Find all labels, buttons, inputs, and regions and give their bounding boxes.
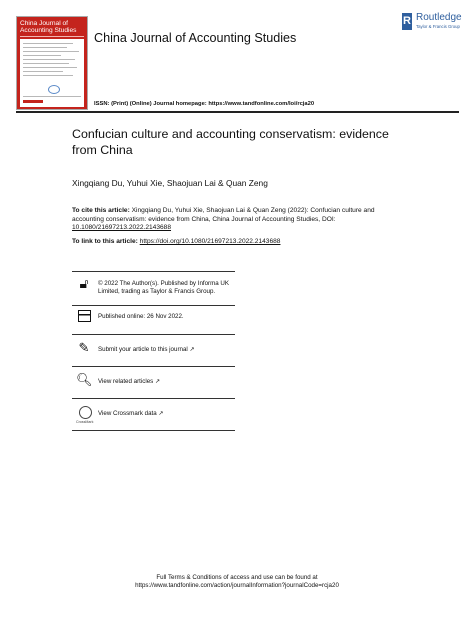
routledge-logo-icon: R [402, 13, 412, 30]
publisher-name: Routledge [416, 12, 462, 23]
related-articles-link[interactable] [98, 378, 238, 386]
issn-homepage-line[interactable]: ISSN: (Print) (Online) Journal homepage: https://www.tandfonline.com/loi/rcja20 [94, 101, 315, 107]
divider [72, 271, 235, 272]
journal-cover-image [16, 16, 88, 110]
article-title: Confucian culture and accounting conservatism: evidence from China [72, 127, 389, 157]
cover-line [23, 47, 67, 48]
calendar-icon [78, 310, 91, 322]
citation-text: Xingqiang Du, Yuhui Xie, Shaojuan Lai & Quan Zeng (2022): Confucian culture and accounting conservatism: evidence from China, China Journal of Accounting Studies, DOI: [72, 207, 375, 223]
external-link-icon: ↗ [189, 346, 195, 353]
article-link-line [72, 238, 280, 245]
divider [72, 430, 235, 431]
article-doi-link[interactable]: https://doi.org/10.1080/21697213.2022.2143688 [139, 238, 281, 245]
related-search-icon: 🔍︎ [76, 372, 93, 387]
cover-publisher-logo [23, 100, 43, 103]
citation-doi-link[interactable]: 10.1080/21697213.2022.2143688 [72, 224, 172, 232]
article-authors: Xingqiang Du, Yuhui Xie, Shaojuan Lai & Quan Zeng [72, 178, 268, 188]
cover-line [23, 96, 81, 97]
divider [72, 366, 235, 367]
external-link-icon: ↗ [158, 410, 164, 417]
publisher-subtitle: Taylor & Francis Group [416, 24, 460, 29]
divider [72, 398, 235, 399]
footer-terms-link[interactable]: https://www.tandfonline.com/action/journalInformation?journalCode=rcja20 [135, 582, 339, 589]
edit-icon: ✎ [78, 340, 90, 355]
footer-terms: Full Terms & Conditions of access and use can be found at [156, 574, 318, 581]
cover-line [23, 43, 73, 44]
header-divider [16, 111, 459, 113]
cover-line [23, 63, 69, 64]
crossmark-badge-label: CrossMark [76, 420, 94, 424]
copyright-text: © 2022 The Author(s). Published by Informa UK Limited, trading as Taylor & Francis Group. [98, 280, 230, 295]
cover-stripe [20, 36, 84, 37]
cover-body [20, 39, 84, 107]
published-date: Published online: 26 Nov 2022. [98, 313, 184, 320]
cover-title: China Journal of Accounting Studies [20, 20, 77, 35]
submit-article-label[interactable]: Submit your article to this journal [98, 346, 188, 353]
cover-line [23, 71, 63, 72]
cover-line [23, 75, 73, 76]
cover-seal-icon [48, 85, 60, 94]
citation-block [72, 207, 402, 233]
cover-line [23, 55, 61, 56]
crossmark-icon [79, 406, 92, 419]
crossmark-link[interactable] [98, 410, 238, 418]
related-articles-label[interactable]: View related articles [98, 378, 154, 385]
cover-line [23, 51, 79, 52]
submit-article-link[interactable] [98, 346, 238, 354]
citation-label: To cite this article: [72, 207, 130, 214]
crossmark-label[interactable]: View Crossmark data [98, 410, 157, 417]
external-link-icon: ↗ [155, 378, 161, 385]
journal-title[interactable]: China Journal of Accounting Studies [94, 31, 297, 45]
link-label: To link to this article: [72, 238, 138, 245]
cover-line [23, 67, 77, 68]
open-access-icon: 🔓︎ [79, 275, 89, 291]
cover-line [23, 59, 75, 60]
divider [72, 334, 235, 335]
divider [72, 305, 235, 306]
